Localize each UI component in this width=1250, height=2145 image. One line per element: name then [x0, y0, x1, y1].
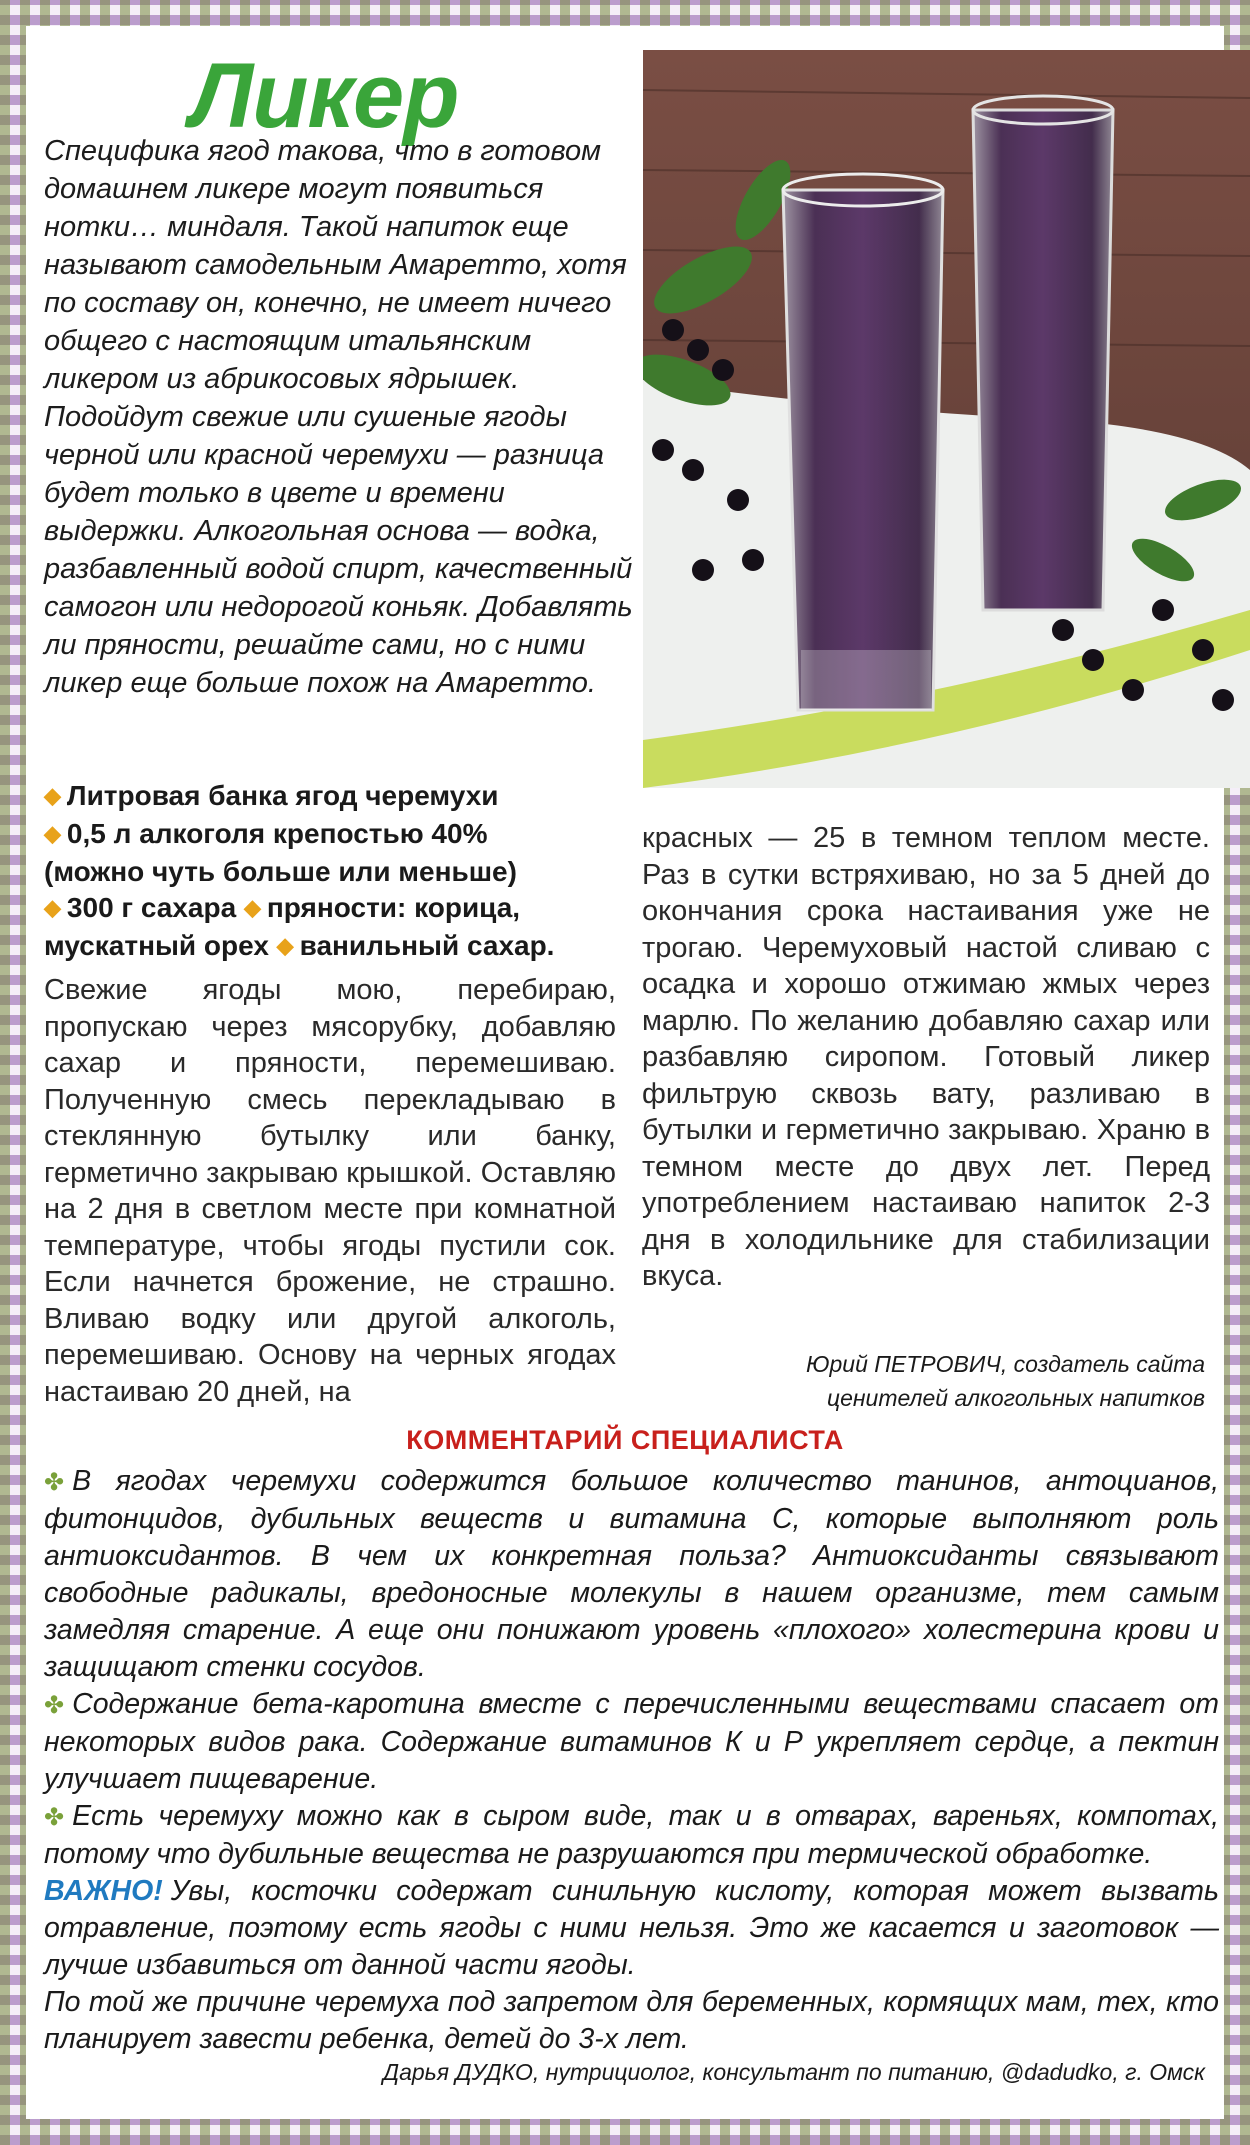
- ingredient-line-4: [44, 890, 644, 928]
- comment-text: В ягодах черемухи содержится большое количество танинов, антоцианов, фитонцидов, дубильных веществ и витамина С, которые выполняют роль антиоксидантов. В чем их конкретная польза? Антиоксиданты связывают свободные радикалы, вредоносные молекулы в нашем организме, тем самым замедляя старение. А еще они понижают уровень «плохого» холестерина крови и защищают стенки сосудов.: [44, 1465, 1219, 1683]
- ingredient-item: Литровая банка ягод черемухи: [66, 780, 499, 811]
- ingredient-item: мускатный орех: [44, 930, 269, 961]
- ingredient-line-1: [44, 778, 644, 816]
- comment-text: Есть черемуху можно как в сыром виде, так и в отварах, вареньях, компотах, потому что дубильные вещества не разрушаются при термической обработке.: [44, 1800, 1219, 1870]
- ingredient-item: 0,5 л алкоголя крепостью 40%: [66, 818, 488, 849]
- comment-text: Увы, косточки содержат синильную кислоту, которая может вызвать отравление, поэтому есть ягоды с ними нельзя. Это же касается и заготовок — лучше избавиться от данной части ягоды.: [44, 1875, 1219, 1981]
- ingredient-item: 300 г сахара: [66, 892, 237, 923]
- four-petal-icon: ✤: [44, 1692, 65, 1719]
- diamond-bullet-icon: ◆: [44, 895, 61, 920]
- comment-paragraph-4: [44, 1873, 1219, 1984]
- ingredient-list: [44, 778, 644, 966]
- diamond-bullet-icon: ◆: [44, 821, 61, 846]
- ingredient-line-5: [44, 928, 644, 966]
- recipe-author: [650, 1347, 1205, 1415]
- comment-text: По той же причине черемуха под запретом для беременных, кормящих мам, тех, кто планирует завести ребенка, детей до 3-х лет.: [44, 1986, 1219, 2055]
- comment-paragraph-3: [44, 1798, 1219, 1873]
- diamond-bullet-icon: ◆: [44, 783, 61, 808]
- comment-text: Содержание бета-каротина вместе с перечисленными веществами спасает от некоторых видов рака. Содержание витаминов К и Р укрепляет сердце, а пектин улучшает пищеварение.: [44, 1688, 1219, 1795]
- expert-comment-header: КОММЕНТАРИЙ СПЕЦИАЛИСТА: [406, 1425, 844, 1455]
- ingredient-item: пряности: корица,: [266, 892, 521, 923]
- liqueur-photo: [643, 50, 1250, 788]
- intro-paragraph: Специфика ягод такова, что в готовом домашнем ликере могут появиться нотки… миндаля. Такой напиток еще называют самодельным Амаретто, хотя по составу он, конечно, не имеет ничего общего с настоящим итальянским ликером из абрикосовых ядрышек. Подойдут свежие или сушеные ягоды черной или красной черемухи — разница будет только в цвете и времени выдержки. Алкогольная основа — водка, разбавленный водой спирт, качественный самогон или недорогой коньяк. Добавлять ли пряности, решайте сами, но с ними ликер еще больше похож на Амаретто.: [44, 135, 633, 699]
- expert-comment: [44, 1463, 1219, 2058]
- ingredient-line-2: [44, 816, 644, 854]
- method-text-left: Свежие ягоды мою, перебираю, пропускаю через мясорубку, добавляю сахар и пряности, перемешиваю. Полученную смесь перекладываю в стеклянную бутылку или банку, герметично закрываю крышкой. Оставляю на 2 дня в светлом месте при комнатной температуре, чтобы ягоды пустили сок. Если начнется брожение, не страшно. Вливаю водку или другой алкоголь, перемешиваю. Основу на черных ягодах настаиваю 20 дней, на: [44, 974, 616, 1408]
- expert-author: Дарья ДУДКО, нутрициолог, консультант по питанию, @dadudko, г. Омск: [382, 2059, 1205, 2085]
- comment-paragraph-2: [44, 1686, 1219, 1798]
- ingredient-line-3: [44, 854, 644, 890]
- recipe-author-name: Юрий ПЕТРОВИЧ, создатель сайта: [805, 1351, 1205, 1377]
- comment-paragraph-1: [44, 1463, 1219, 1686]
- diamond-bullet-icon: ◆: [243, 895, 261, 920]
- method-text-right: красных — 25 в темном теплом месте. Раз в сутки встряхиваю, но за 5 дней до окончания срока настаивания уже не трогаю. Черемуховый настой сливаю с осадка и хорошо отжимаю жмых через марлю. По желанию добавляю сахар или разбавляю сиропом. Готовый ликер фильтрую сквозь вату, разливаю в бутылки и герметично закрываю. Храню в темном месте до двух лет. Перед употреблением настаиваю напиток 2-3 дня в холодильнике для стабилизации вкуса.: [642, 822, 1210, 1292]
- ingredient-note: (можно чуть больше или меньше): [44, 856, 517, 887]
- recipe-author-role: ценителей алкогольных напитков: [826, 1385, 1205, 1411]
- page-title: Ликер: [190, 45, 459, 147]
- comment-paragraph-5: [44, 1984, 1219, 2058]
- four-petal-icon: ✤: [44, 1804, 65, 1831]
- diamond-bullet-icon: ◆: [276, 933, 294, 958]
- ingredient-item: ванильный сахар.: [299, 930, 555, 961]
- important-label: ВАЖНО!: [44, 1875, 163, 1907]
- four-petal-icon: ✤: [44, 1469, 65, 1496]
